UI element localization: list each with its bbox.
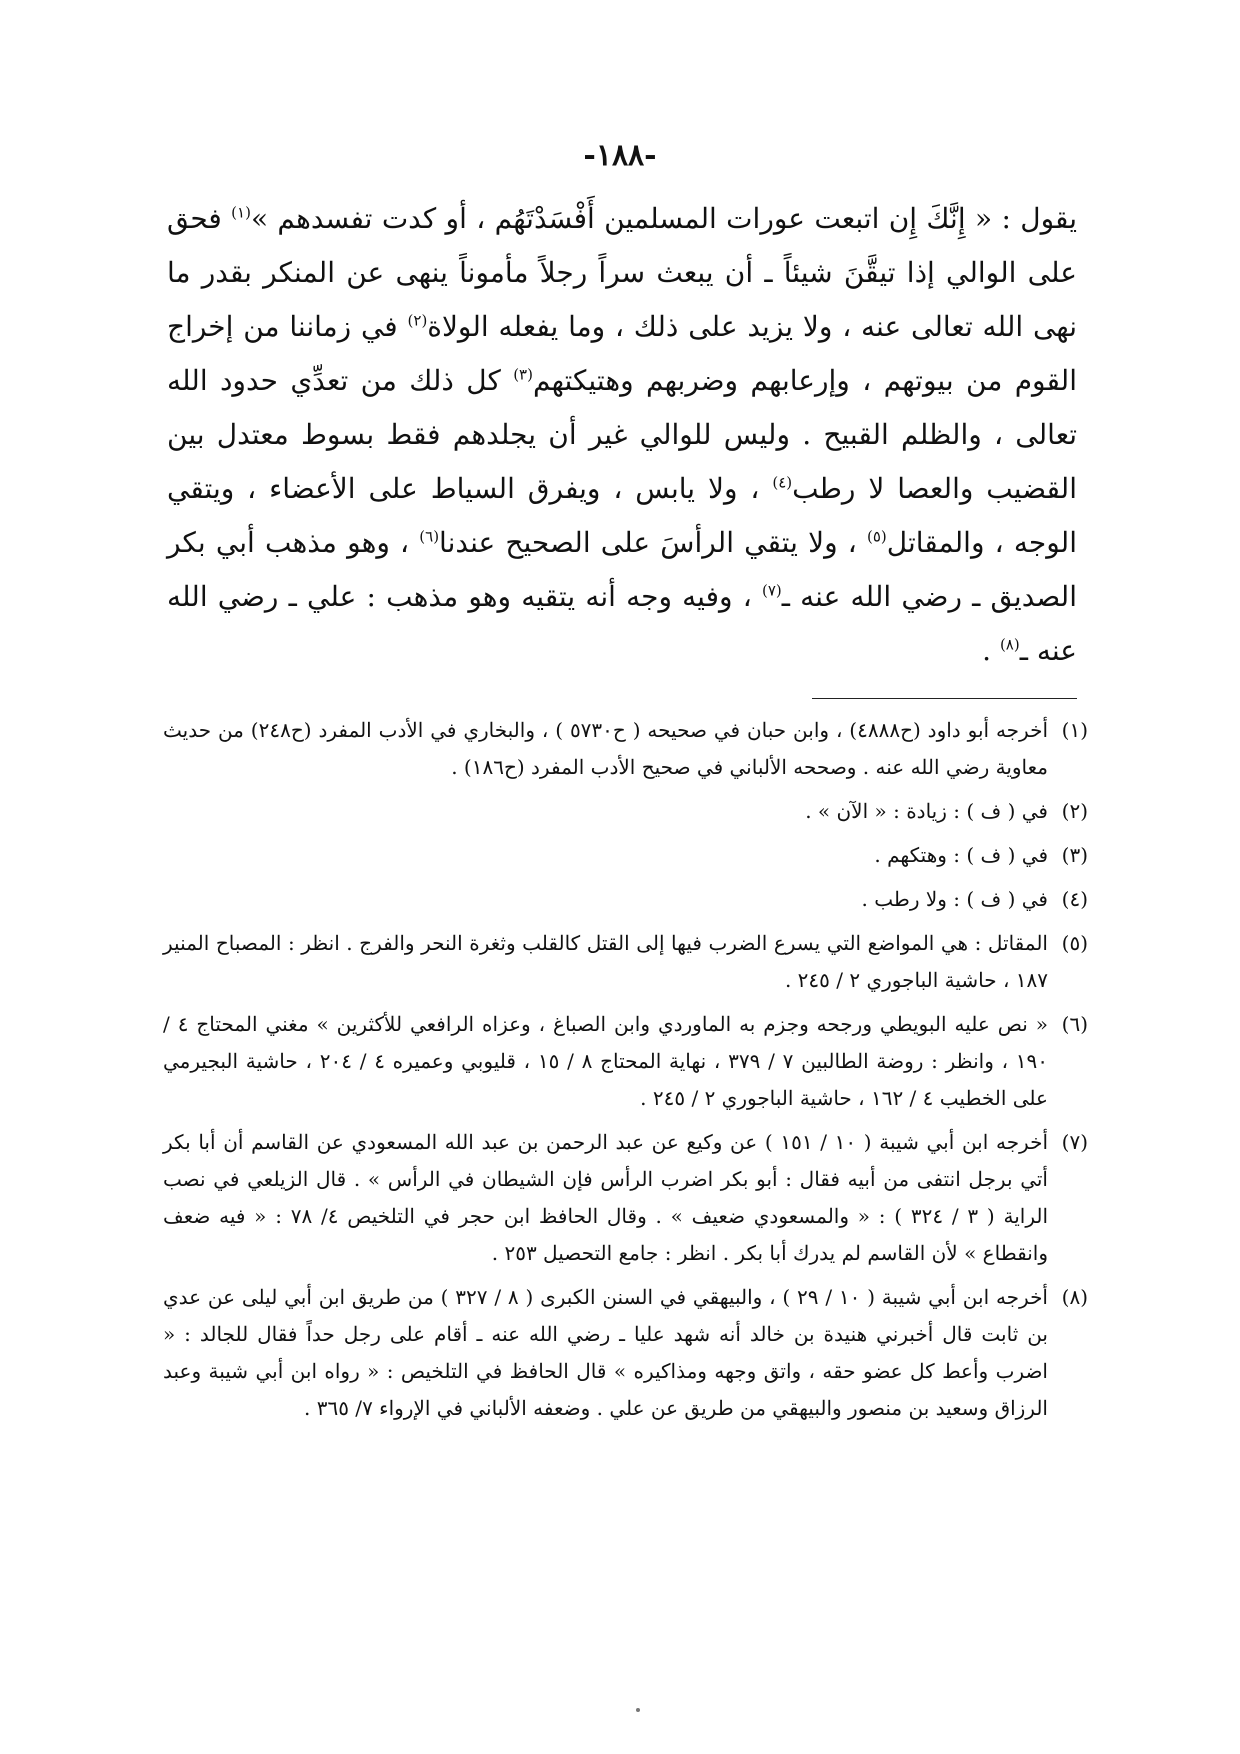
- footnote-number: (٤): [1061, 887, 1088, 911]
- footnote-text: أخرجه ابن أبي شيبة ( ١٠ / ١٥١ ) عن وكيع عن عبد الرحمن بن عبد الله المسعودي عن القاسم أن أبا بكر أتي برجل انتفى من أبيه فقال : أبو بكر اضرب الرأس فإن الشيطان في الرأس » . قال الزيلعي في نصب الراية ( ٣ / ٣٢٤ ) : « والمسعودي ضعيف » . وقال الحافظ ابن حجر في التلخيص ٤/ ٧٨ : « فيه ضعف وانقطاع » لأن القاسم لم يدرك أبا بكر . انظر : جامع التحصيل ٢٥٣ .: [163, 1130, 1049, 1265]
- main-text-segment: في زماننا من إخراج القوم من بيوتهم ، وإرعابهم وضربهم وهتيكتهم: [167, 310, 1077, 397]
- footnote-text: أخرجه أبو داود (ح٤٨٨٨) ، وابن حبان في صحيحه ( ح٥٧٣٠ ) ، والبخاري في الأدب المفرد (ح٢٤٨) من حديث معاوية رضي الله عنه . وصححه الألباني في صحيح الأدب المفرد (ح١٨٦) .: [163, 718, 1048, 779]
- footnote-ref-7[interactable]: (٧): [761, 581, 782, 600]
- footnote-2: [163, 793, 1088, 830]
- footnote-text: المقاتل : هي المواضع التي يسرع الضرب فيها إلى القتل كالقلب وثغرة النحر والفرج . انظر : المصباح المنير ١٨٧ ، حاشية الباجوري ٢ / ٢٤٥ .: [163, 931, 1048, 992]
- page-number: -١٨٨-: [583, 138, 657, 173]
- main-text-segment: .: [982, 634, 1000, 667]
- scan-dot: [636, 1708, 640, 1712]
- main-text-segment: كل ذلك من تعدِّي حدود الله تعالى ، والظلم القبيح . وليس للوالي غير أن يجلدهم فقط بسوط معتدل بين القضيب والعصا لا رطب: [167, 364, 1077, 505]
- footnote-6: [163, 1006, 1088, 1117]
- footnote-text: في ( ف ) : زيادة : « الآن » .: [805, 799, 1048, 823]
- footnote-separator: [812, 698, 1077, 699]
- main-text-segment: ، وهو مذهب أبي بكر الصديق ـ رضي الله عنه ـ: [167, 526, 1077, 613]
- footnote-ref-8[interactable]: (٨): [999, 635, 1020, 654]
- footnote-1: [163, 712, 1088, 786]
- footnote-text: أخرجه ابن أبي شيبة ( ١٠ / ٢٩ ) ، والبيهقي في السنن الكبرى ( ٨ / ٣٢٧ ) من طريق ابن أبي ليلى عن عدي بن ثابت قال أخبرني هنيدة بن خالد أنه شهد عليا ـ رضي الله عنه ـ أقام على رجل حداً فقال للجالد : « اضرب وأعط كل عضو حقه ، واتق وجهه ومذاكيره » قال الحافظ في التلخيص : « رواه ابن أبي شيبة وعبد الرزاق وسعيد بن منصور والبيهقي من طريق عن علي . وضعفه الألباني في الإرواء ٧/ ٣٦٥ .: [163, 1285, 1048, 1420]
- main-paragraph: [167, 192, 1077, 678]
- footnote-number: (٢): [1061, 799, 1088, 823]
- footnote-3: [163, 837, 1088, 874]
- footnote-number: (١): [1061, 718, 1088, 742]
- footnote-text: في ( ف ) : ولا رطب .: [861, 887, 1048, 911]
- main-text-segment: فحق على الوالي إذا تيقَّنَ شيئاً ـ أن يبعث سراً رجلاً مأموناً ينهى عن المنكر بقدر ما نهى الله تعالى عنه ، ولا يزيد على ذلك ، وما يفعله الولاة: [167, 202, 1077, 343]
- footnote-8: [163, 1279, 1088, 1427]
- footnote-number: (٧): [1061, 1130, 1089, 1154]
- footnote-ref-1[interactable]: (١): [231, 203, 251, 222]
- footnote-number: (٥): [1061, 931, 1088, 955]
- main-text-segment: يقول : « إِنَّكَ إِن اتبعت عورات المسلمين أَفْسَدْتَهُم ، أو كدت تفسدهم »: [250, 202, 1077, 235]
- footnote-ref-6[interactable]: (٦): [419, 527, 440, 546]
- footnote-7: [163, 1124, 1088, 1272]
- main-text-segment: ، ولا يابس ، ويفرق السياط على الأعضاء ، ويتقي الوجه ، والمقاتل: [167, 472, 1077, 559]
- footnote-5: [163, 925, 1088, 999]
- footnote-ref-3[interactable]: (٣): [513, 365, 533, 384]
- footnote-text: « نص عليه البويطي ورجحه وجزم به الماوردي وابن الصباغ ، وعزاه الرافعي للأكثرين » مغني المحتاج ٤ / ١٩٠ ، وانظر : روضة الطالبين ٧ / ٣٧٩ ، نهاية المحتاج ٨ / ١٥ ، قليوبي وعميره ٤ / ٢٠٤ ، حاشية البجيرمي على الخطيب ٤ / ١٦٢ ، حاشية الباجوري ٢ / ٢٤٥ .: [163, 1012, 1049, 1110]
- footnote-ref-2[interactable]: (٢): [407, 311, 428, 330]
- footnote-ref-5[interactable]: (٥): [866, 527, 887, 546]
- footnote-ref-4[interactable]: (٤): [772, 473, 793, 492]
- footnotes-list: [163, 712, 1088, 1434]
- main-text-segment: ، ولا يتقي الرأسَ على الصحيح عندنا: [439, 526, 867, 559]
- footnote-4: [163, 881, 1088, 918]
- main-text-segment: ، وفيه وجه أنه يتقيه وهو مذهب : علي ـ رضي الله عنه ـ: [167, 580, 1077, 667]
- footnote-number: (٣): [1061, 843, 1088, 867]
- footnote-number: (٨): [1061, 1285, 1088, 1309]
- footnote-number: (٦): [1061, 1012, 1088, 1036]
- footnote-text: في ( ف ) : وهتكهم .: [874, 843, 1048, 867]
